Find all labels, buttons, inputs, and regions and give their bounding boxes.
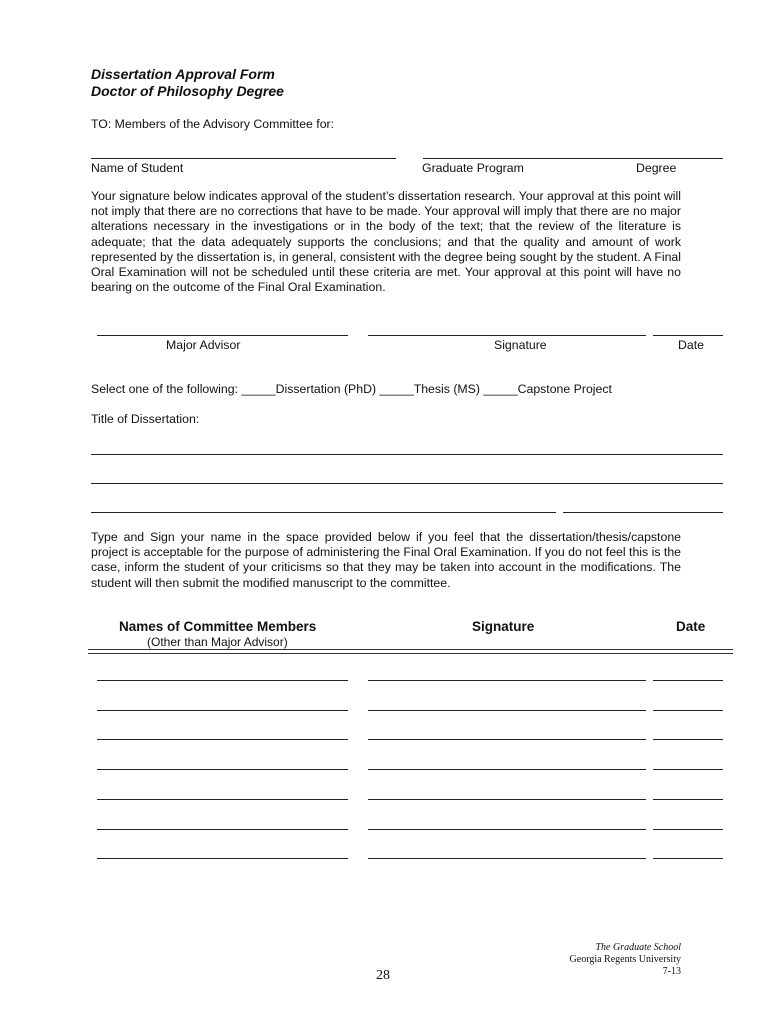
label-title-of-dissertation: Title of Dissertation: bbox=[91, 412, 200, 426]
committee-signature-field[interactable] bbox=[368, 769, 646, 770]
committee-date-field[interactable] bbox=[653, 799, 723, 800]
committee-name-field[interactable] bbox=[97, 799, 348, 800]
select-blank-dissertation[interactable]: _____ bbox=[241, 382, 276, 396]
option-thesis: Thesis (MS) bbox=[413, 382, 480, 396]
header-double-rule bbox=[88, 649, 733, 654]
title-line-field-1[interactable] bbox=[91, 454, 723, 455]
committee-date-field[interactable] bbox=[653, 739, 723, 740]
advisor-date-field[interactable] bbox=[653, 335, 723, 336]
committee-name-field[interactable] bbox=[97, 829, 348, 830]
option-capstone: Capstone Project bbox=[517, 382, 612, 396]
header-committee-names: Names of Committee Members bbox=[119, 619, 317, 634]
select-blank-capstone[interactable]: _____ bbox=[483, 382, 518, 396]
label-name-of-student: Name of Student bbox=[91, 161, 184, 175]
committee-name-field[interactable] bbox=[97, 710, 348, 711]
option-dissertation: Dissertation (PhD) bbox=[275, 382, 377, 396]
label-date: Date bbox=[678, 338, 704, 352]
header-committee-sub: (Other than Major Advisor) bbox=[147, 635, 288, 649]
committee-name-field[interactable] bbox=[97, 680, 348, 681]
committee-name-field[interactable] bbox=[97, 858, 348, 859]
select-prompt: Select one of the following: bbox=[91, 382, 238, 396]
select-row bbox=[91, 382, 612, 397]
footer-university: Georgia Regents University bbox=[569, 954, 681, 965]
committee-date-field[interactable] bbox=[653, 858, 723, 859]
committee-name-field[interactable] bbox=[97, 739, 348, 740]
instructions-paragraph: Type and Sign your name in the space provided below if you feel that the dissertation/thesis/capstone project is acceptable for the purpose of administering the Final Oral Examination. If you do not feel this is the case, inform the student of your criticisms so that they may be taken into account in the modifications. The student will then submit the modified manuscript to the committee. bbox=[91, 530, 681, 590]
committee-signature-field[interactable] bbox=[368, 710, 646, 711]
title-line-2: Doctor of Philosophy Degree bbox=[91, 83, 284, 99]
advisor-signature-field[interactable] bbox=[368, 335, 646, 336]
committee-signature-field[interactable] bbox=[368, 739, 646, 740]
committee-signature-field[interactable] bbox=[368, 858, 646, 859]
label-degree: Degree bbox=[636, 161, 677, 175]
to-line: TO: Members of the Advisory Committee for: bbox=[91, 117, 335, 131]
committee-date-field[interactable] bbox=[653, 710, 723, 711]
committee-date-field[interactable] bbox=[653, 829, 723, 830]
page-number: 28 bbox=[376, 968, 390, 983]
major-advisor-field[interactable] bbox=[97, 335, 348, 336]
committee-date-field[interactable] bbox=[653, 769, 723, 770]
label-signature: Signature bbox=[494, 338, 547, 352]
approval-paragraph: Your signature below indicates approval of the student’s dissertation research. Your approval at this point will not imply that there are no corrections that have to be made. Your approval will imply that there are no major alterations necessary in the investigations or in the body of the text; that the review of the literature is adequate; that the data adequately supports the conclusions; and that the quality and amount of work represented by the dissertation is, in general, consistent with the degree being sought by the student. A Final Oral Examination will not be scheduled until these criteria are met. Your approval at this point will have no bearing on the outcome of the Final Oral Examination. bbox=[91, 189, 681, 295]
committee-signature-field[interactable] bbox=[368, 829, 646, 830]
title-line-field-2[interactable] bbox=[91, 483, 723, 484]
committee-date-field[interactable] bbox=[653, 680, 723, 681]
title-line-field-3[interactable] bbox=[91, 512, 556, 513]
label-graduate-program: Graduate Program bbox=[422, 161, 524, 175]
label-major-advisor: Major Advisor bbox=[166, 338, 241, 352]
select-blank-thesis[interactable]: _____ bbox=[379, 382, 414, 396]
footer-school: The Graduate School bbox=[595, 942, 681, 953]
committee-signature-field[interactable] bbox=[368, 799, 646, 800]
student-name-field[interactable] bbox=[91, 158, 396, 159]
header-committee-date: Date bbox=[676, 619, 706, 634]
form-title bbox=[91, 66, 284, 100]
program-degree-field[interactable] bbox=[423, 158, 723, 159]
title-line-1: Dissertation Approval Form bbox=[91, 66, 275, 82]
title-line-field-4[interactable] bbox=[563, 512, 723, 513]
committee-signature-field[interactable] bbox=[368, 680, 646, 681]
footer-revision: 7-13 bbox=[662, 966, 681, 977]
header-committee-signature: Signature bbox=[472, 619, 535, 634]
committee-name-field[interactable] bbox=[97, 769, 348, 770]
